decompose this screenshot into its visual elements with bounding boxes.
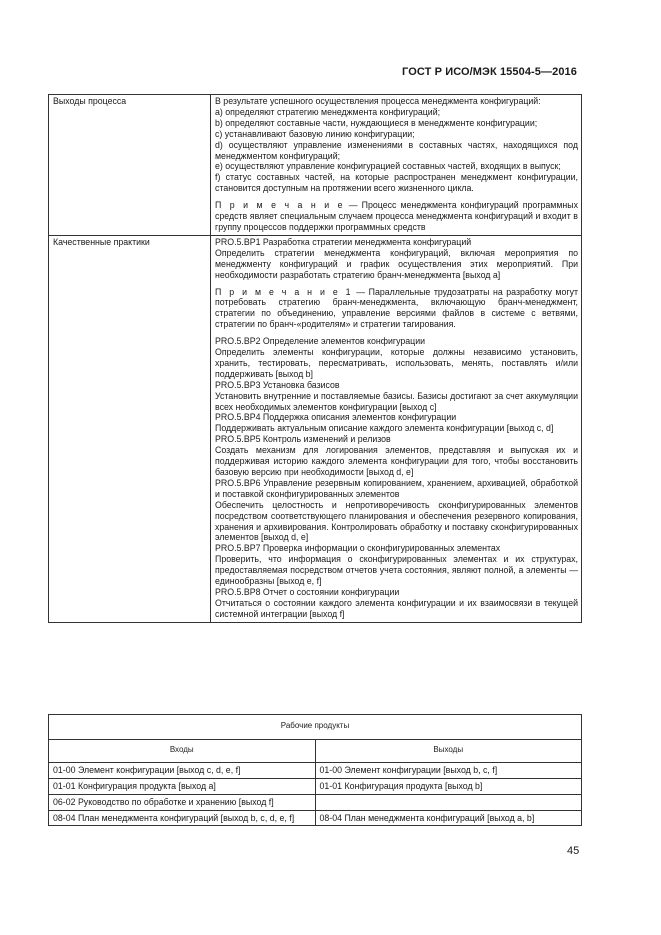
bp-text: Проверить, что информация о сконфигурированных элементах и их структурах, предоставляемая посредством отчетов учета состояния, являют полной, а элементы — единообразны [выход e, f] — [215, 554, 578, 587]
output-cell: 01-00 Элемент конфигурации [выход b, c, f] — [315, 762, 582, 778]
note-label: П р и м е ч а н и е — [215, 200, 345, 211]
bp-title: PRO.5.BP2 Определение элементов конфигурации — [215, 336, 426, 347]
outputs-header: Выходы — [315, 739, 582, 762]
inputs-header: Входы — [49, 739, 316, 762]
table-row-outputs — [49, 95, 582, 236]
bp-title: PRO.5.BP8 Отчет о состоянии конфигурации — [215, 586, 400, 597]
work-products-caption: Рабочие продукты — [49, 715, 582, 740]
output-cell — [315, 794, 582, 810]
note-label: П р и м е ч а н и е 1 — [215, 286, 353, 297]
outputs-line: b) определяют составные части, нуждающиеся в менеджменте конфигурации; — [215, 117, 538, 128]
bp-title: PRO.5.BP1 Разработка стратегии менеджмента конфигураций — [215, 236, 472, 247]
input-cell: 06-02 Руководство по обработке и хранению [выход f] — [49, 794, 316, 810]
outputs-note — [215, 200, 578, 233]
bp-title: PRO.5.BP6 Управление резервным копированием, хранением, архивацией, обработкой и поставкой сконфигурированных элементов — [215, 477, 578, 499]
header-row — [49, 739, 582, 762]
row-label-outputs: Выходы процесса — [49, 95, 211, 236]
bp-title: PRO.5.BP4 Поддержка описания элементов конфигурации — [215, 412, 457, 423]
output-cell: 08-04 План менеджмента конфигураций [выход a, b] — [315, 810, 582, 826]
bp-text: Обеспечить целостность и непротиворечивость сконфигурированных элементов посредством соответствующего планирования и обеспечения резервного копирования, хранения и архивирования. Контролировать обработку и поставку сконфигурированных элементов [выход d, e] — [215, 499, 578, 543]
outputs-line: a) определяют стратегию менеджмента конфигураций; — [215, 106, 441, 117]
bp-title: PRO.5.BP5 Контроль изменений и релизов — [215, 434, 391, 445]
input-cell: 01-01 Конфигурация продукта [выход a] — [49, 778, 316, 794]
table-row-practices — [49, 235, 582, 622]
table-row — [49, 762, 582, 778]
bp-text: Создать механизм для логирования элементов, представляя и выпуская их и поддерживая историю каждого элемента конфигурации для того, чтобы восстановить базовую версию при необходимости [выход d, e] — [215, 445, 578, 477]
table-row — [49, 794, 582, 810]
input-cell: 08-04 План менеджмента конфигураций [выход b, c, d, e, f] — [49, 810, 316, 826]
caption-row — [49, 715, 582, 740]
output-cell: 01-01 Конфигурация продукта [выход b] — [315, 778, 582, 794]
input-cell: 01-00 Элемент конфигурации [выход c, d, e, f] — [49, 762, 316, 778]
work-products-table — [48, 714, 582, 826]
document-header: ГОСТ Р ИСО/МЭК 15504-5—2016 — [402, 66, 577, 78]
table-row — [49, 810, 582, 826]
outputs-content — [211, 95, 582, 236]
bp-text: Определить стратегии менеджмента конфигураций, включая мероприятия по менеджменту конфигураций и график осуществления этих мероприятий. При необходимости разработать стратегию бранч-менеджмента [выход a] — [215, 247, 578, 280]
process-table — [48, 94, 582, 623]
outputs-line: d) осуществляют управление изменениями в составных частях, находящихся под менеджментом конфигураций; — [215, 139, 578, 161]
practice-note — [215, 287, 578, 331]
outputs-line: В результате успешного осуществления процесса менеджмента конфигураций: — [215, 96, 541, 106]
bp-text: Определить элементы конфигурации, которые должны независимо установить, хранить, тестировать, пересматривать, использовать, менять, поставлять и/или поддерживать [выход b] — [215, 347, 578, 379]
bp-text: Поддерживать актуальным описание каждого элемента конфигурации [выход c, d] — [215, 423, 554, 434]
outputs-line: c) устанавливают базовую линию конфигурации; — [215, 128, 415, 139]
page-number: 45 — [567, 845, 580, 857]
table-row — [49, 778, 582, 794]
note-text: — Параллельные трудозатраты на разработку могут потребовать стратегию бранч-менеджмента, включающую бранч-менеджмент, стратегии по объединению, управление версиями файлов в системе с ветвями, стратегии по бранч-«родителям» и стратегии тагирования. — [215, 286, 578, 330]
bp-title: PRO.5.BP7 Проверка информации о сконфигурированных элементах — [215, 543, 501, 554]
row-label-practices: Качественные практики — [49, 235, 211, 622]
bp-text: Установить внутренние и поставляемые базисы. Базисы достигают за счет аккумуляции всех необходимых элементов конфигурации [выход c] — [215, 390, 578, 412]
bp-title: PRO.5.BP3 Установка базисов — [215, 379, 340, 390]
bp-text: Отчитаться о состоянии каждого элемента конфигурации и их взаимосвязи в текущей системной интеграции [выход f] — [215, 597, 578, 619]
outputs-line: f) статус составных частей, на которые распространен менеджмент конфигурации, становится доступным на протяжении всего жизненного цикла. — [215, 172, 578, 194]
note-text: — Процесс менеджмента конфигураций программных средств являет специальным случаем процесса менеджмента конфигураций и входит в группу процессов поддержки программных средств — [215, 200, 578, 232]
practices-content — [211, 235, 582, 622]
outputs-line: e) осуществляют управление конфигурацией составных частей, входящих в выпуск; — [215, 161, 561, 172]
